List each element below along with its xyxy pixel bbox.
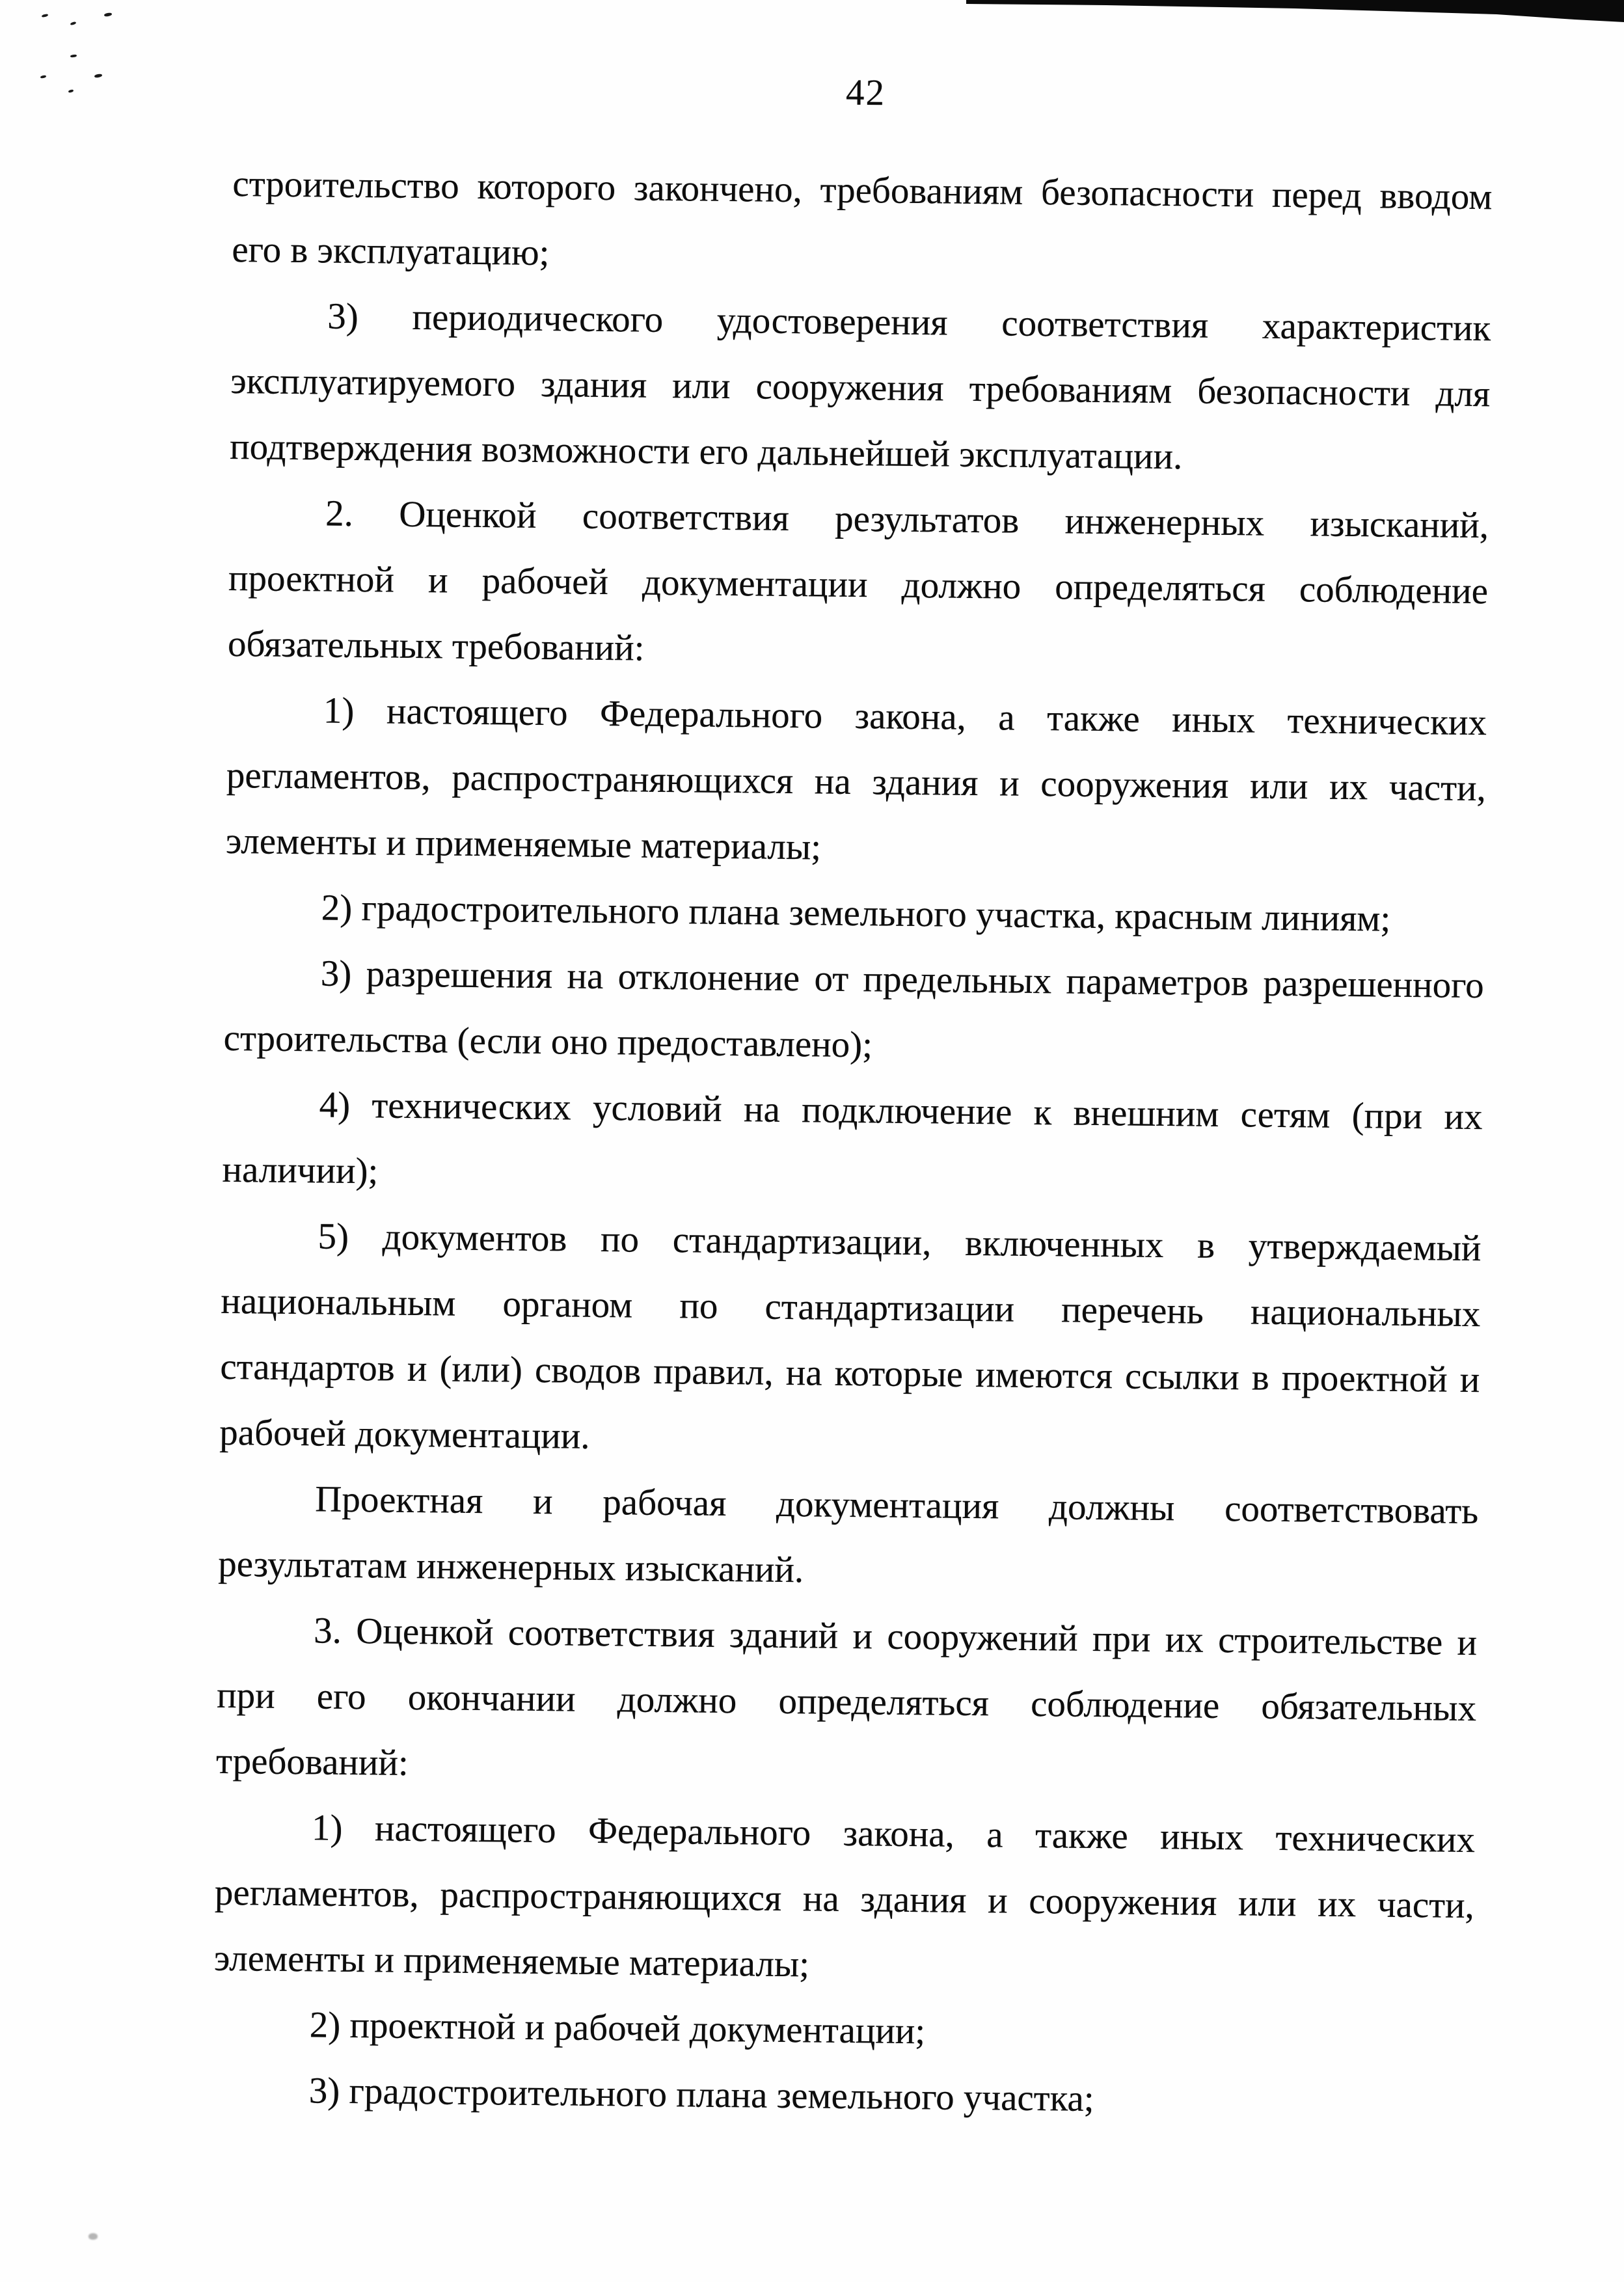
text-line: регламентов, распространяющихся на здания и сооружения или их части, (226, 754, 1487, 809)
text-line: подтверждения возможности его дальнейшей эксплуатации. (229, 426, 1183, 478)
text-line: Проектная и рабочая документация должны соответствовать (314, 1478, 1479, 1532)
text-line: результатам инженерных изысканий. (217, 1543, 804, 1591)
text-line: 5) документов по стандартизации, включенных в утверждаемый (318, 1216, 1482, 1270)
scan-speck (94, 74, 103, 78)
text-line: элементы и применяемые материалы; (225, 820, 822, 868)
scan-speck (68, 89, 74, 93)
text-line: требований: (215, 1740, 409, 1784)
text-line: 2) проектной и рабочей документации; (309, 2004, 926, 2052)
text-line: эксплуатируемого здания или сооружения требованиям безопасности для (230, 360, 1491, 415)
text-line: 3) периодического удостоверения соответствия характеристик (327, 295, 1491, 349)
scan-speck (40, 75, 47, 79)
text-line: 2) градостроительного плана земельного участка, красным линиям; (321, 887, 1391, 940)
text-line: обязательных требований: (227, 623, 645, 669)
text-line: 3. Оценкой соответствия зданий и сооружений при их строительстве и (313, 1610, 1478, 1664)
text-line: наличии); (222, 1148, 379, 1192)
text-line: 2. Оценкой соответствия результатов инженерных изысканий, (325, 493, 1489, 547)
scan-speck (70, 54, 77, 57)
text-line: проектной и рабочей документации должно определяться соблюдение (228, 557, 1489, 612)
text-line: элементы и применяемые материалы; (213, 1937, 810, 1985)
text-line: строительство которого закончено, требованиям безопасности перед вводом (232, 163, 1493, 218)
page-number: 42 (845, 72, 886, 114)
text-line: 3) градостроительного плана земельного участка; (308, 2070, 1094, 2120)
document-text-block (212, 151, 1493, 2136)
text-line: его в эксплуатацию; (232, 228, 550, 274)
scan-speck (88, 2233, 98, 2240)
text-line: при его окончании должно определяться соблюдение обязательных (216, 1674, 1477, 1730)
text-line: 1) настоящего Федерального закона, а также иных технических (311, 1807, 1476, 1861)
scan-streak-artifact (0, 0, 1624, 39)
text-line: 4) технических условий на подключение к внешним сетям (при их (319, 1084, 1483, 1138)
text-line: национальным органом по стандартизации перечень национальных (221, 1280, 1481, 1335)
text-line: строительства (если оно предоставлено); (223, 1017, 873, 1066)
text-line: 1) настоящего Федерального закона, а также иных технических (323, 690, 1487, 744)
text-line: 3) разрешения на отклонение от предельных параметров разрешенного (320, 953, 1485, 1007)
text-line: регламентов, распространяющихся на здания и сооружения или их части, (214, 1871, 1475, 1927)
text-line: стандартов и (или) сводов правил, на которые имеются ссылки в проектной и (220, 1346, 1480, 1401)
text-line: рабочей документации. (219, 1411, 590, 1457)
